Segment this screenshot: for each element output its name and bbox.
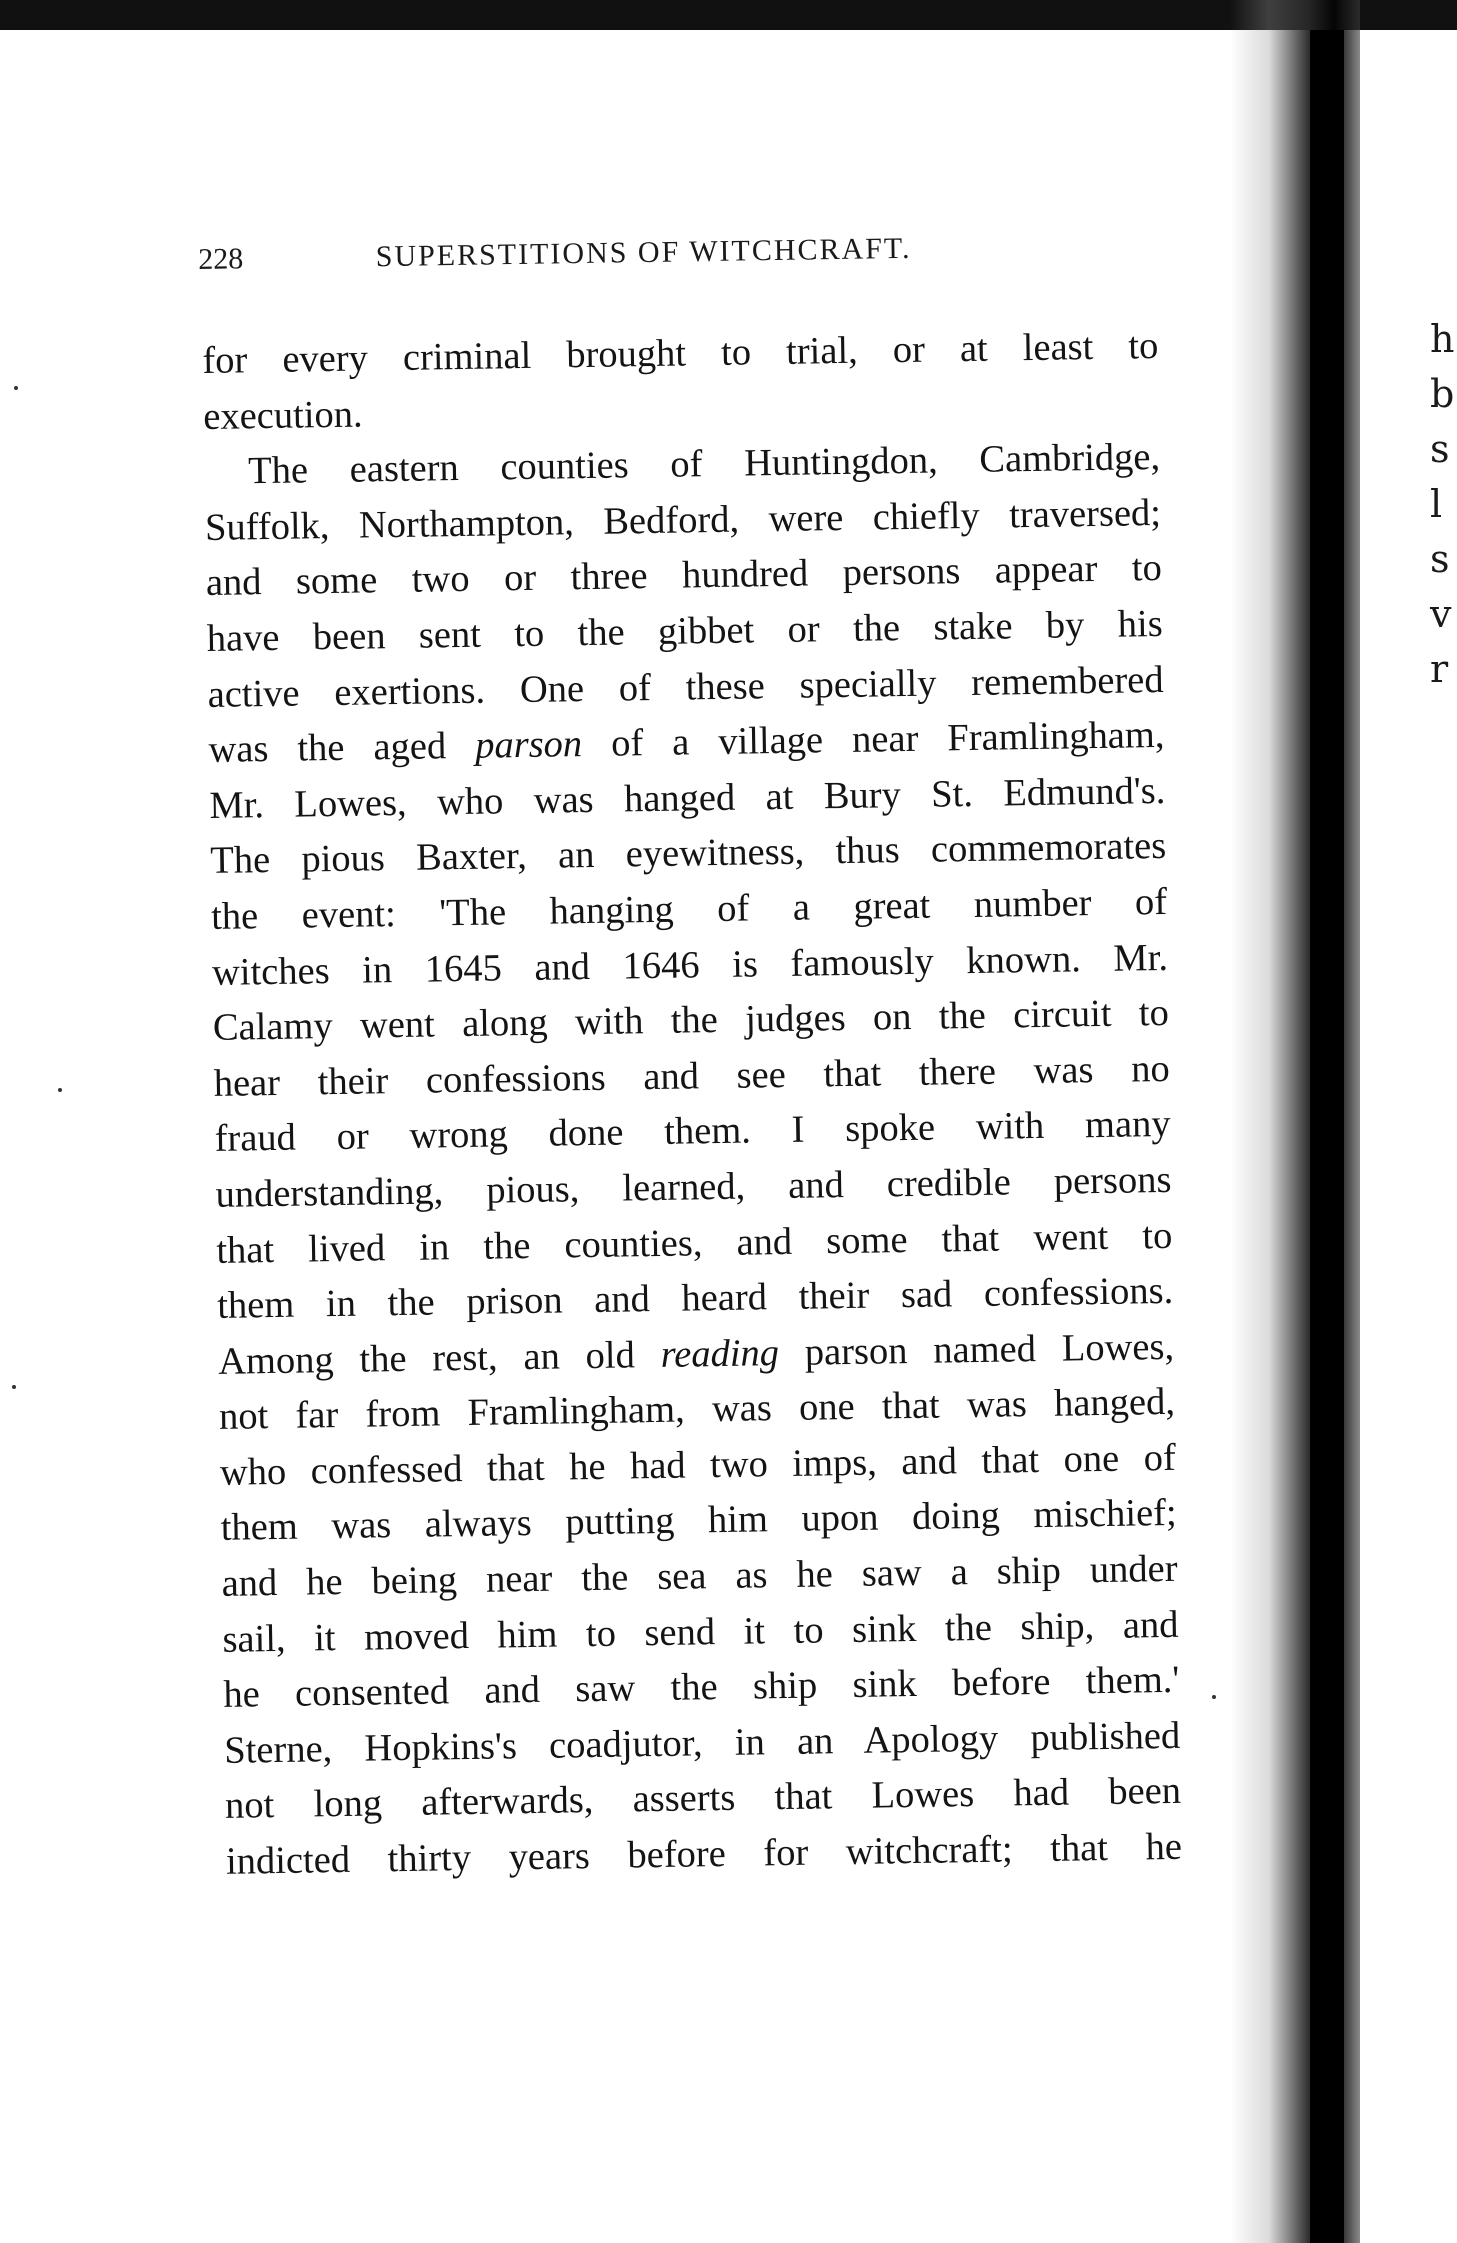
text-line: Calamy went along with the judges on the circuit to [212,992,1170,1050]
facing-letter: v [1430,592,1452,636]
text-line: witches in 1645 and 1646 is famously known. Mr. [211,936,1169,994]
speck [14,386,18,390]
text-line: that lived in the counties, and some that went to [216,1214,1173,1272]
text-line: hear their confessions and see that there was no [213,1047,1170,1105]
facing-letter: h [1430,317,1455,361]
text-line: sail, it moved him to send it to sink the ship, and [222,1603,1179,1661]
text-line: Suffolk, Northampton, Bedford, were chiefly traversed; [204,491,1162,549]
text-line: not far from Framlingham, was one that was hanged, [218,1381,1176,1439]
facing-letter: l [1430,482,1443,526]
text-line: the event: 'The hanging of a great number of [210,880,1168,938]
facing-letter: b [1430,372,1455,416]
text-line: The eastern counties of Huntingdon, Cambridge, [247,436,1161,493]
text-line: not long afterwards, asserts that Lowes had been [224,1770,1182,1828]
speck [58,1088,62,1092]
text-line: The pious Baxter, an eyewitness, thus commemorates [209,825,1167,883]
text-line: was the aged parson of a village near Framlingham, [208,714,1165,772]
speck [12,1385,16,1389]
facing-letter: r [1430,647,1449,691]
text-line: active exertions. One of these specially remembered [207,658,1164,716]
text-line: have been sent to the gibbet or the stake by his [206,602,1164,660]
text-line: and he being near the sea as he saw a ship under [221,1547,1178,1605]
text-line: for every criminal brought to trial, or at least to [202,324,1159,382]
text-line: Mr. Lowes, who was hanged at Bury St. Edmund's. [209,769,1166,827]
running-title: SUPERSTITIONS OF WITCHCRAFT. [375,231,912,274]
body-text [202,319,1182,1890]
text-line: he consented and saw the ship sink before them.' [223,1659,1180,1717]
text-line: Sterne, Hopkins's coadjutor, in an Apology published [223,1714,1181,1772]
book-gutter [1310,30,1344,2243]
facing-letter: s [1430,427,1450,471]
text-line: execution. [202,393,363,438]
text-line: Among the rest, an old reading parson named Lowes, [217,1325,1175,1383]
text-line: fraud or wrong done them. I spoke with many [214,1103,1171,1161]
text-line: and some two or three hundred persons appear to [205,547,1163,605]
facing-letter: s [1430,537,1450,581]
text-line: them in the prison and heard their sad confessions. [216,1269,1174,1327]
text-line: them was always putting him upon doing mischief; [220,1492,1177,1550]
text-line: who confessed that he had two imps, and that one of [219,1436,1177,1494]
page-number: 228 [198,242,244,276]
speck [1212,1695,1216,1699]
text-line: understanding, pious, learned, and credible persons [215,1158,1172,1216]
running-head [198,230,998,277]
facing-page-text [1430,312,1454,697]
text-line: indicted thirty years before for witchcraft; that he [225,1825,1183,1883]
